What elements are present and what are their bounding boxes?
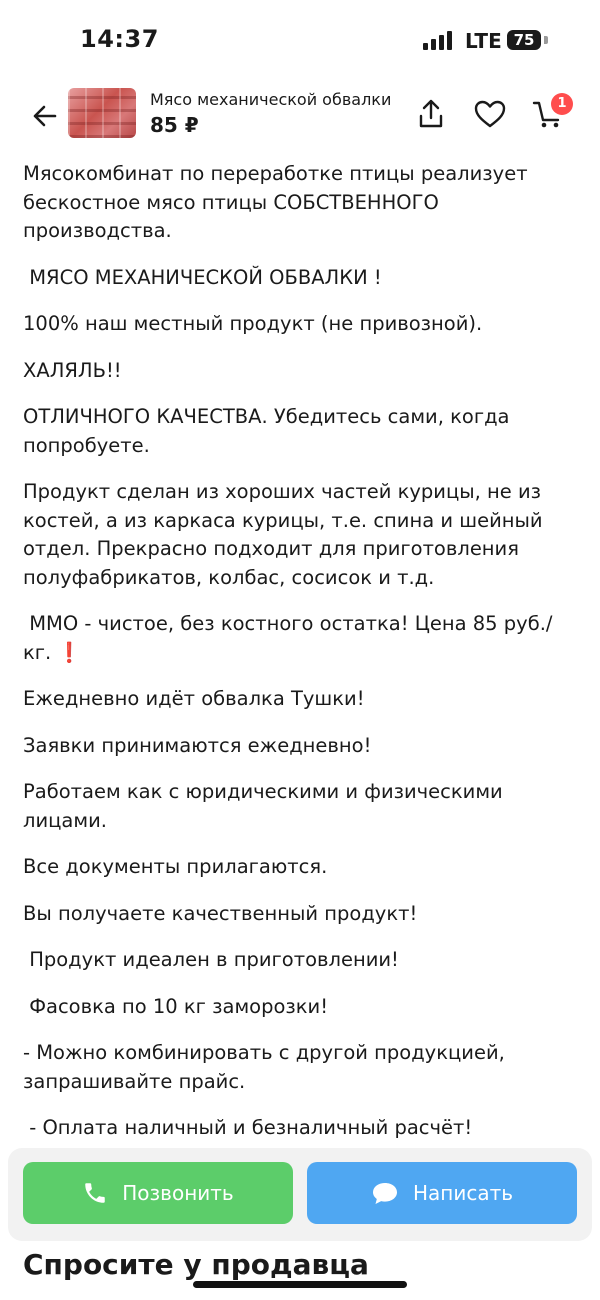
ask-seller-heading: Спросите у продавца bbox=[23, 1248, 369, 1281]
signal-icon bbox=[423, 30, 455, 50]
status-bar bbox=[0, 0, 600, 80]
arrow-left-icon bbox=[25, 96, 65, 136]
description-paragraph: Все документы прилагаются. bbox=[23, 855, 328, 878]
call-button[interactable] bbox=[23, 1162, 293, 1224]
product-title: Мясо механической обвалки bbox=[150, 90, 392, 109]
back-button[interactable] bbox=[25, 96, 65, 136]
favorite-button[interactable] bbox=[472, 96, 508, 132]
product-header bbox=[0, 80, 600, 152]
battery-tip bbox=[544, 36, 548, 44]
phone-icon bbox=[82, 1180, 108, 1206]
description-paragraph: МЯСО МЕХАНИЧЕСКОЙ ОБВАЛКИ ! bbox=[23, 265, 382, 289]
product-description bbox=[23, 160, 578, 1161]
description-paragraph: Вы получаете качественный продукт! bbox=[23, 901, 418, 925]
chat-bubble-icon bbox=[371, 1180, 399, 1206]
description-paragraph: Мясокомбинат по переработке птицы реализует бескостное мясо птицы СОБСТВЕННОГО производства. bbox=[23, 162, 534, 242]
description-paragraph: - Оплата наличный и безналичный расчёт! bbox=[23, 1116, 473, 1139]
description-paragraph: Заявки принимаются ежедневно! bbox=[23, 733, 372, 757]
description-paragraph: Продукт идеален в приготовлении! bbox=[23, 948, 399, 971]
share-button[interactable] bbox=[413, 96, 449, 132]
description-paragraph: 100% наш местный продукт (не привозной). bbox=[23, 312, 483, 335]
network-label: LTE bbox=[465, 29, 502, 53]
message-button-label: Написать bbox=[412, 1181, 514, 1205]
cart-badge: 1 bbox=[551, 93, 573, 115]
message-button[interactable] bbox=[307, 1162, 577, 1224]
description-paragraph: Продукт сделан из хороших частей курицы, не из костей, а из каркаса курицы, т.е. спина и шейный отдел. Прекрасно подходит для приготовления полуфабрикатов, колбас, сосисок и т.д. bbox=[23, 480, 549, 589]
home-indicator[interactable] bbox=[193, 1281, 407, 1288]
call-button-label: Позвонить bbox=[122, 1181, 234, 1205]
description-paragraph: Работаем как с юридическими и физическими лицами. bbox=[23, 780, 509, 832]
product-thumbnail[interactable] bbox=[68, 88, 136, 138]
price-text: ММО - чистое, без костного остатка! Цена 85 руб./кг. bbox=[23, 612, 553, 664]
description-paragraph: Ежедневно идёт обвалка Тушки! bbox=[23, 687, 365, 710]
heart-icon bbox=[472, 96, 508, 132]
description-paragraph: - Можно комбинировать с другой продукцией, запрашивайте прайс. bbox=[23, 1041, 512, 1093]
contact-actions-panel bbox=[8, 1148, 592, 1241]
status-time: 14:37 bbox=[80, 25, 159, 53]
battery-icon: 75 bbox=[507, 30, 541, 50]
description-paragraph: Фасовка по 10 кг заморозки! bbox=[23, 994, 329, 1018]
exclamation-icon: ❗ bbox=[57, 640, 82, 664]
product-price: 85 ₽ bbox=[150, 113, 199, 137]
description-paragraph: ОТЛИЧНОГО КАЧЕСТВА. Убедитесь сами, когда попробуете. bbox=[23, 405, 516, 457]
share-icon bbox=[413, 96, 449, 132]
description-paragraph: ХАЛЯЛЬ!! bbox=[23, 358, 122, 382]
description-paragraph-price bbox=[23, 610, 578, 667]
